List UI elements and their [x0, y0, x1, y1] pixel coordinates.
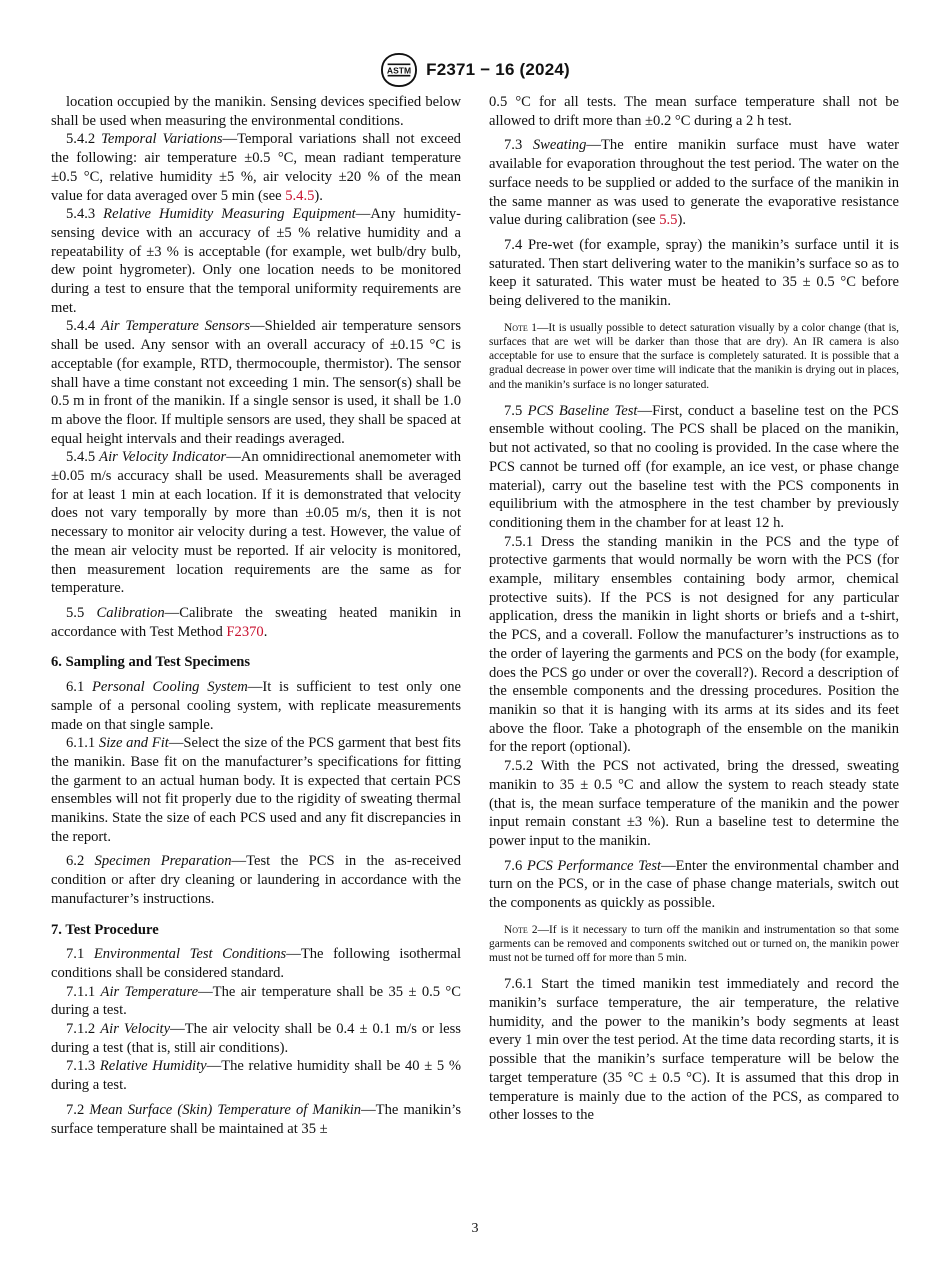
paragraph-s543 [51, 205, 461, 317]
paragraph-title: Sweating [532, 137, 587, 154]
paragraph-s712 [51, 1020, 461, 1057]
paragraph-s752 [489, 757, 899, 851]
section-heading: 6. Sampling and Test Specimens [51, 654, 251, 671]
paragraph-title: Air Temperature [100, 983, 199, 1000]
paragraph-s75 [489, 402, 899, 533]
document-id: F2371 − 16 (2024) [426, 60, 570, 79]
paragraph-s62 [51, 852, 461, 908]
paragraph-s544 [51, 317, 461, 448]
note-label: Note 1 [504, 321, 537, 334]
paragraph-text: —Temporal variations shall not exceed the following: air temperature ±0.5 °C, mean radiant temperature ±0.5 °C, relative humidity ±5 %, air velocity ±20 % of the mean value for data averaged over 5 min (see [51, 131, 461, 204]
paragraph-text: 5.5 [66, 604, 97, 621]
paragraph-text: —The relative humidity shall be 40 ± 5 % during a test. [51, 1058, 461, 1094]
paragraph-s611 [51, 734, 461, 846]
paragraph-text: —The manikin’s surface temperature shall be maintained at 35 ± [51, 1101, 462, 1137]
paragraph-text: 7.3 [504, 137, 533, 154]
page-number: 3 [471, 1221, 479, 1236]
note-label: Note 2 [504, 923, 538, 936]
paragraph-s545 [51, 448, 461, 598]
paragraph-title: PCS Performance Test [526, 857, 662, 874]
paragraph-text: —Calibrate the sweating heated manikin in accordance with Test Method [51, 604, 462, 640]
paragraph-text: 7.5.2 With the PCS not activated, bring the dressed, sweating manikin to 35 ± 0.5 °C and allow the system to reach steady state (that is, the mean surface temperature of the manikin and the power input remain constant ±3 %). Run a baseline test to determine the power input to the manikin. [489, 758, 899, 849]
paragraph-title: Size and Fit [98, 735, 169, 752]
paragraph-s542 [51, 130, 461, 205]
paragraph-s72b [489, 93, 899, 130]
paragraph-text: 6.1.1 [66, 735, 99, 752]
paragraph-title: Calibration [96, 604, 165, 621]
paragraph-text: 6.2 [66, 853, 95, 870]
paragraph-s74 [489, 236, 899, 311]
paragraph-text: 7.4 Pre-wet (for example, spray) the manikin’s surface until it is saturated. Then start delivering water to the manikin’s surface so as to keep it saturated. This water must be heated to 35 ± 0.5 °C before being delivered to the manikin. [489, 236, 899, 310]
paragraph-title: Air Velocity Indicator [99, 449, 227, 466]
paragraph-text: . [263, 623, 268, 640]
paragraph-s76 [489, 857, 899, 913]
note-text: —It is usually possible to detect saturation visually by a color change (that is, surfaces that are wet will be darker than those that are dry). An IR camera is also acceptable for use to ensure that the surface is completely saturated. It is possible that a gradual decrease in power over time will indicate that the manikin is drying out in places, and the manikin’s surface is no longer saturated. [489, 321, 899, 391]
paragraph-text: 7.1.2 [66, 1021, 101, 1038]
paragraph-text: 0.5 °C for all tests. The mean surface temperature shall not be allowed to drift more than ±0.2 °C during a 2 h test. [489, 94, 899, 129]
paragraph-text: ). [677, 212, 686, 229]
paragraph-text: —Select the size of the PCS garment that best fits the manikin. Base fit on the manufacturer’s specifications for fitting the garment to an actual human body. It is expected that certain PCS ensembles will not fit properly due to the rigidity of sweating thermal manikins. State the size of each PCS used and any fit discrepancies in the report. [51, 735, 461, 845]
paragraph-title: Specimen Preparation [94, 853, 232, 870]
paragraph-s71 [51, 945, 461, 982]
cross-reference-link[interactable]: F2370 [226, 623, 264, 640]
paragraph-text: —Test the PCS in the as-received condition or after dry cleaning or laundering in accordance with the manufacturer’s instructions. [51, 853, 461, 907]
cross-reference-link[interactable]: 5.5 [659, 212, 678, 229]
paragraph-text: 7.1.1 [66, 983, 101, 1000]
paragraph-text: —The entire manikin surface must have water available for evaporation throughout the test period. The water on the surface needs to be supplied or added to the surface of the manikin in the same manner as was used to generate the evaporative resistance value during calibration (see [489, 137, 899, 229]
paragraph-text: 5.4.4 [66, 318, 101, 335]
note-text: —If is it necessary to turn off the manikin and instrumentation so that some garments can be removed and components switched out or turned on, the manikin power must not be turned off for more than 5 min. [489, 923, 899, 965]
left-column [51, 93, 461, 1138]
paragraph-text: —The following isothermal conditions shall be considered standard. [51, 946, 462, 981]
paragraph-s61 [51, 678, 461, 734]
paragraph-title: Relative Humidity Measuring Equipment [103, 206, 356, 223]
paragraph-title: Relative Humidity [99, 1058, 207, 1075]
section-heading: 7. Test Procedure [51, 921, 159, 938]
paragraph-text: —An omnidirectional anemometer with ±0.05 m/s accuracy shall be used. Measurements shall be averaged for at least 1 min at each location. If it is demonstrated that velocity does not vary temporally by more than ±0.05 m/s, then it is not necessary to monitor air velocity during a test. However, the value of the mean air velocity must be reported. If air velocity is monitored, then measurement location requirements are the same as for temperature. [51, 449, 462, 597]
paragraph-title: Air Temperature Sensors [100, 318, 251, 335]
paragraph-title: Personal Cooling System [92, 679, 248, 696]
paragraph-title: Mean Surface (Skin) Temperature of Manikin [89, 1101, 362, 1118]
paragraph-text: —Shielded air temperature sensors shall be used. Any sensor with an overall accuracy of ±0.15 °C is acceptable (for example, RTD, thermocouple, thermistor). The sensor shall have a time constant not exceeding 1 min. The sensor(s) shall be 0.5 m in front of the manikin. If a single sensor is used, it shall be 1.0 m above the floor. If multiple sensors are used, they shall be spaced at equal height intervals and their readings averaged. [51, 318, 461, 447]
paragraph-s55 [51, 604, 461, 641]
paragraph-text: —The air temperature shall be 35 ± 0.5 °C during a test. [51, 983, 461, 1019]
paragraph-text: 5.4.2 [66, 131, 102, 148]
paragraph-s751 [489, 533, 899, 757]
paragraph-text: 7.2 [66, 1101, 90, 1118]
cross-reference-link[interactable]: 5.4.5 [285, 187, 315, 204]
paragraph-s73 [489, 136, 899, 230]
paragraph-text: ). [314, 187, 323, 204]
paragraph-s761 [489, 975, 899, 1125]
paragraph-text: —First, conduct a baseline test on the PCS ensemble without cooling. The PCS shall be placed on the manikin, but not activated, so that no cooling is provided. In the case where the PCS cannot be turned off (for example, an ice vest, or phase change material), carry out the baseline test with the PCS components in equilibrium with the atmosphere in the test chamber by previously conditioning them in the chamber for at least 12 h. [489, 402, 900, 531]
paragraph-text: location occupied by the manikin. Sensing devices specified below shall be used when measuring the environmental conditions. [51, 94, 461, 129]
note-note1 [489, 321, 899, 392]
page-header [0, 52, 950, 93]
paragraph-text: —Enter the environmental chamber and turn on the PCS, or in the case of phase change materials, switch out the components as quickly as possible. [489, 857, 899, 912]
paragraph-s713 [51, 1057, 461, 1094]
logo-text: ASTM [387, 65, 412, 76]
paragraph-s711 [51, 983, 461, 1020]
astm-logo-icon [380, 52, 418, 88]
paragraph-text: —Any humidity-sensing device with an accuracy of ±5 % relative humidity and a repeatability of ±3 % is acceptable (for example, wet bulb/dry bulb, dew point hygrometer). Only one location needs to be monitored during a test to ensure that the temporal uniformity requirements are met. [51, 206, 461, 316]
paragraph-cont [51, 93, 461, 130]
paragraph-title: Temporal Variations [101, 131, 223, 148]
paragraph-text: 7.5.1 Dress the standing manikin in the PCS and the type of protective garments that would normally be worn with the PCS (for example, military ensembles containing body armor, chemical protective suits). If the PCS is not designed for any particular application, dress the manikin in light shorts or briefs and a t-shirt, the PCS, and a coverall. Follow the manufacturer’s instructions as to the order of layering the garments and PCS on the body (for example, does the PCS go under or over the coverall?). Record a description of the ensemble components and the dressing procedures. Position the manikin so that it is hanging with its arms at its sides and its feet above the floor. Take a photograph of the ensemble on the manikin for the report (optional). [489, 533, 899, 756]
paragraph-text: —The air velocity shall be 0.4 ± 0.1 m/s or less during a test (that is, still air conditions). [51, 1021, 461, 1056]
paragraph-text: 7.5 [504, 402, 528, 419]
paragraph-text: 7.1.3 [66, 1058, 100, 1075]
paragraph-s72 [51, 1101, 461, 1138]
paragraph-text: 6.1 [66, 679, 92, 696]
paragraph-text: 5.4.5 [66, 449, 100, 466]
note-note2 [489, 923, 899, 966]
paragraph-title: Environmental Test Conditions [93, 946, 287, 963]
paragraph-text: 7.6.1 Start the timed manikin test immediately and record the manikin’s surface temperature, the air temperature, the relative humidity, and the power to the manikin’s body segments at least every 1 min over the test period. At the time data recording starts, it is possible that the manikin’s surface temperature will be below the target temperature (35 °C ± 0.5 °C). It is assumed that this drop in temperature is mainly due to the action of the PCS, as compared to other losses to the [489, 976, 899, 1124]
paragraph-title: Air Velocity [100, 1021, 171, 1038]
right-column [489, 93, 899, 1125]
paragraph-text: 7.1 [66, 946, 94, 963]
paragraph-text: 5.4.3 [66, 206, 104, 223]
paragraph-title: PCS Baseline Test [527, 402, 638, 419]
paragraph-text: —It is sufficient to test only one sample of a personal cooling system, with replicate measurements made on that single sample. [51, 679, 461, 733]
paragraph-text: 7.6 [504, 857, 527, 874]
